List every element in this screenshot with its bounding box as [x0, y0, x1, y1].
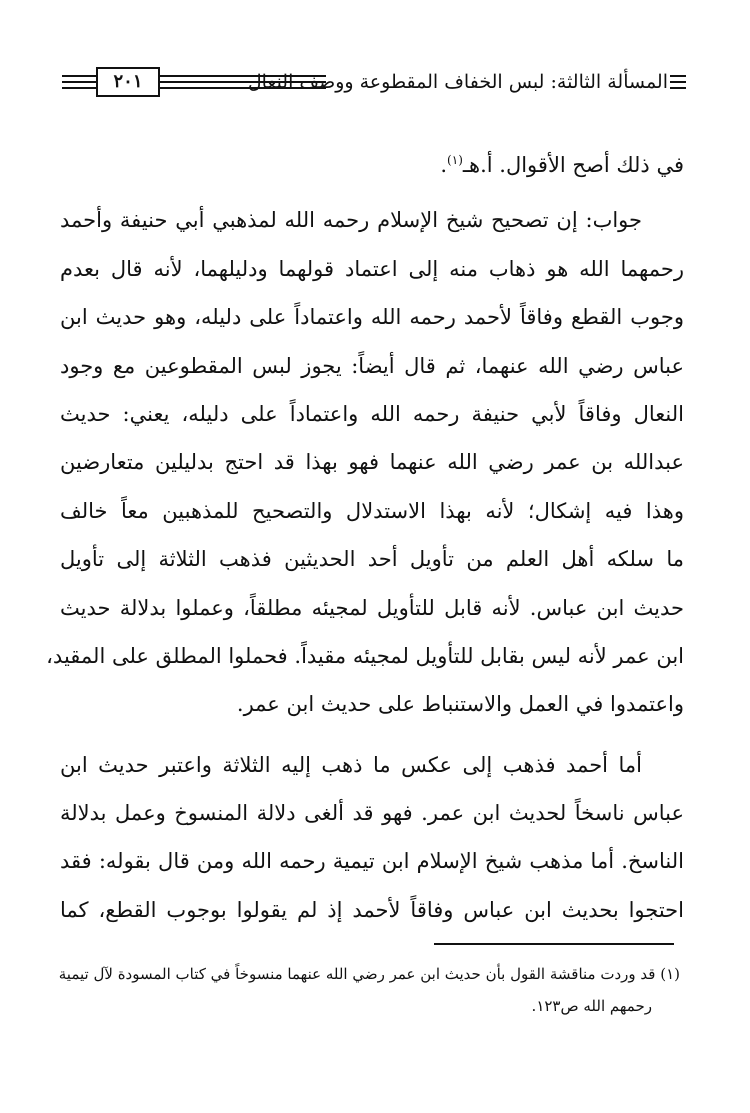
footnote [60, 958, 680, 1022]
text-line: حديث ابن عباس. لأنه قابل للتأويل لمجيئه مطلقاً، وعملوا بدلالة حديث [60, 595, 684, 620]
page-number: ٢٠١ [96, 67, 160, 97]
footnote-reference: (١) [447, 153, 463, 167]
text-line: ابن عمر لأنه ليس بقابل للتأويل لمجيئه مقيداً. فحملوا المطلق على المقيد، [46, 643, 684, 668]
footnote-line: رحمهم الله ص١٢٣. [531, 997, 652, 1015]
text-line: وجوب القطع وفاقاً لأحمد رحمه الله واعتماداً على دليله، وهو حديث ابن [60, 305, 684, 330]
footnote-line: (١) قد وردت مناقشة القول بأن حديث ابن عمر رضي الله عنهما منسوخاً في كتاب المسودة لآل تيمية [58, 965, 680, 983]
footnote-separator [434, 943, 674, 945]
text-line: أما أحمد فذهب إلى عكس ما ذهب إليه الثلاثة واعتبر حديث ابن [60, 752, 642, 777]
text-line: عبدالله بن عمر رضي الله عنهما فهو بهذا قد احتج بدليلين متعارضين [60, 450, 684, 475]
text-line: ما سلكه أهل العلم من تأويل أحد الحديثين فذهب الثلاثة إلى تأويل [60, 547, 684, 572]
header-rule-left [62, 75, 96, 89]
main-text [46, 136, 684, 934]
text-line: عباس رضي الله عنهما، ثم قال أيضاً: يجوز لبس المقطوعين مع وجود [60, 353, 684, 378]
running-header [62, 66, 686, 98]
text-line: احتجوا بحديث ابن عباس وفاقاً لأحمد إذ لم يقولوا بوجوب القطع، كما [60, 897, 684, 922]
text-line: وهذا فيه إشكال؛ لأنه بهذا الاستدلال والتصحيح للمذهبين معاً خالف [60, 498, 684, 523]
text-line: في ذلك أصح الأقوال. أ.هـ$^{(١)}$. [440, 153, 684, 177]
header-rule-right [160, 75, 326, 89]
text-line: الناسخ. أما مذهب شيخ الإسلام ابن تيمية رحمه الله ومن قال بقوله: فقد [60, 849, 684, 874]
header-title: المسألة الثالثة: لبس الخفاف المقطوعة ووصف النعال [247, 71, 668, 93]
text-line: واعتمدوا في العمل والاستنباط على حديث ابن عمر. [236, 692, 684, 717]
text-line: جواب: إن تصحيح شيخ الإسلام رحمه الله لمذهبي أبي حنيفة وأحمد [60, 208, 642, 233]
text-line: رحمهما الله هو ذهاب منه إلى اعتماد قولهما ودليلهما، لأنه قال بعدم [60, 256, 684, 281]
text-line: عباس ناسخاً لحديث ابن عمر. فهو قد ألغى دلالة المنسوخ وعمل بدلالة [60, 801, 684, 826]
text-line: النعال وفاقاً لأبي حنيفة رحمه الله واعتماداً على دليله، يعني: حديث [60, 401, 684, 426]
